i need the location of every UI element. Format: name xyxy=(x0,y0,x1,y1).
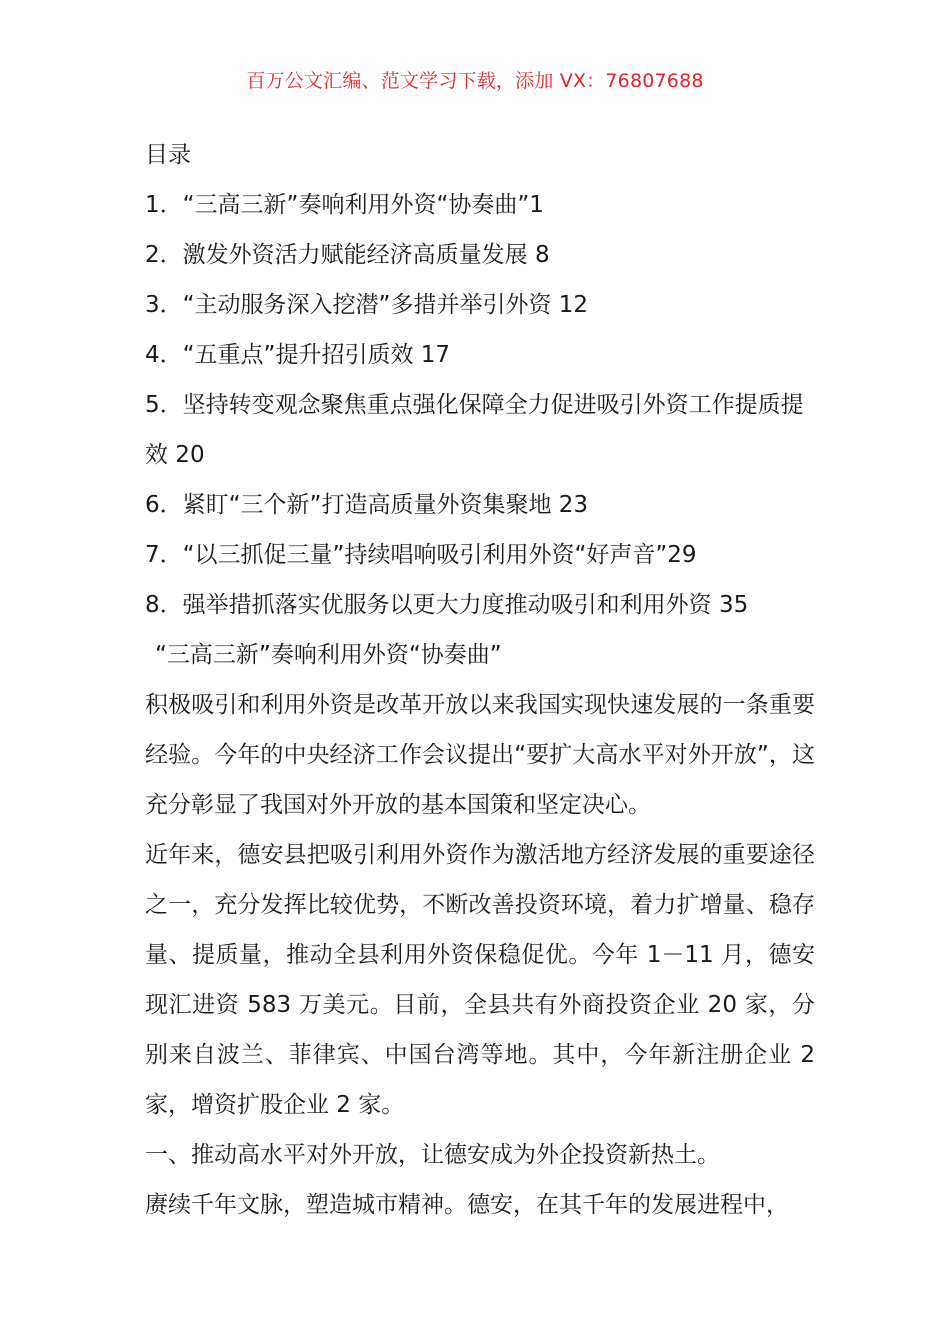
article-title: “三高三新”奏响利用外资“协奏曲” xyxy=(155,642,502,668)
toc-item-4: 4．“五重点”提升招引质效 17 xyxy=(145,342,451,368)
document-body xyxy=(145,130,815,1230)
toc-heading: 目录 xyxy=(145,142,191,168)
toc-item-7: 7．“以三抓促三量”持续唱响吸引利用外资“好声音”29 xyxy=(145,542,697,568)
toc-list xyxy=(145,180,815,630)
article-paragraph-1: 积极吸引和利用外资是改革开放以来我国实现快速发展的一条重要经验。今年的中央经济工作会议提出“要扩大高水平对外开放”，这充分彰显了我国对外开放的基本国策和坚定决心。 xyxy=(145,692,815,818)
toc-item-8: 8．强举措抓落实优服务以更大力度推动吸引和利用外资 35 xyxy=(145,592,749,618)
toc-item-1: 1．“三高三新”奏响利用外资“协奏曲”1 xyxy=(145,192,544,218)
watermark-banner: 百万公文汇编、范文学习下载，添加 VX：76807688 xyxy=(246,70,704,92)
toc-item-3: 3．“主动服务深入挖潜”多措并举引外资 12 xyxy=(145,292,589,318)
article-paragraph-2: 近年来，德安县把吸引利用外资作为激活地方经济发展的重要途径之一，充分发挥比较优势，不断改善投资环境，着力扩增量、稳存量、提质量，推动全县利用外资保稳促优。今年 1－11 月，德安现汇进资 583 万美元。目前，全县共有外商投资企业 20 家，分别来自波兰、菲律宾、中国台湾等地。其中，今年新注册企业 2 家，增资扩股企业 2 家。 xyxy=(145,842,815,1118)
toc-item-2: 2．激发外资活力赋能经济高质量发展 8 xyxy=(145,242,550,268)
article-paragraph-3: 赓续千年文脉，塑造城市精神。德安，在其千年的发展进程中， xyxy=(145,1192,789,1218)
toc-item-5: 5．坚持转变观念聚焦重点强化保障全力促进吸引外资工作提质提效 20 xyxy=(145,392,804,468)
section-heading: 一、推动高水平对外开放，让德安成为外企投资新热土。 xyxy=(145,1142,720,1168)
toc-item-6: 6．紧盯“三个新”打造高质量外资集聚地 23 xyxy=(145,492,589,518)
